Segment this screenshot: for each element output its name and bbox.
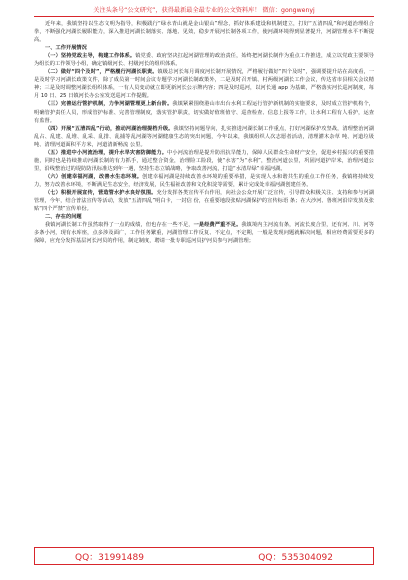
subsection-7-text: 充分发挥各类宣传平台作用，向社会公众开展广泛宣传，引导群众积极关注、支持和参与河湖管理，今年，结合普法宣传等活动，发放“五清四乱”明白卡，一封信 份，在重要地段张贴河湖保护的宣传标语 条；在大沙河、鲁班河沿岸发放及张贴“四个严禁”宣传单份。 — [34, 189, 374, 213]
issues-paragraph — [34, 221, 374, 245]
section-heading-1: 一、工作开展情况 — [45, 45, 87, 52]
subsection-2-text: 镇级总河长每月调度河长制开展情况，严格履行做好“四个及时”，强调要提升站在高度看，一是及时学习河湖长政策文件，除了成员第一时间会议专题学习河湖长制政策外，二是及时召开镇、村两级河湖长工作会议，传达省市县相关会议精神；三是及时调整河湖长组织体系，一有人员变动就立即更新河长公示牌内容；四是及时巡河，以河长通 app 为基础，严格落实河长巡河制度，每月 10 日、25 日镇河长办公室发送巡河工作提醒。 — [34, 69, 375, 100]
intro-paragraph: 近年来，我镇坚持以生态文明为指导，积极践行“绿水青山就是金山银山”理念，抓好体系建设和机制建立，打好“五清四乱”和河道治理组合拳，不断强化河湖长履职能力，深入推进河湖长制落实、落地、见效，稳步开展河长制各项工作，使河湖环境得到显著提升，河湖管理水平不断提高。 — [34, 21, 374, 44]
subsection-1-text: 镇党委、政府坚决扛起河湖管理的政治责任，始终把河湖长制作为重点工作推进，成立以党政主要领导为组长的工作领导小组，确定镇级河长、村级河长的组织体系。 — [34, 53, 374, 68]
subsection-4-text: 我镇坚持问题导向，扎实推进河湖长制工作重点，打好河湖保护攻坚战，清理整治河湖乱占、乱建、乱堆、乱采、乱排、乱捕等乱河湖等河湖健康生态的突出问题，今年以来，我镇组织人次志愿者活动，清理灌木杂草 吨、河道垃圾吨、清理河道面积平方米，河道清新畅流 公里。 — [34, 125, 374, 148]
subsection-5-text: 中小河流治理是提升防汛抗旱能力，保障人民群众生命财产安全，促进乡村振兴的重要措施，同时也是持续推动河湖长制的有力抓手，通过整合资金，治理险工险段，使“水害”为“水利”，整治河道公里，巩固河道护岸米，治理河道公里，沿线整治过的堤防防汛标准达到年一遇，坚持生态立镇战略，争取改善河流，打造“水清岸绿”幸福河湖。 — [34, 149, 374, 172]
footer-contact-box — [34, 547, 374, 565]
document-body — [34, 20, 374, 245]
subsection-6-title: （六）创建幸福河湖，改善水生态环境。 — [45, 173, 143, 180]
subsection-6 — [34, 173, 374, 189]
issues-intro: 我镇河湖长制工作虽然取得了一点的成绩，但也存在一些不足， — [45, 222, 194, 229]
subsection-7 — [34, 189, 374, 213]
issue-1-title: 一是经费严重不足。 — [193, 222, 242, 229]
subsection-3-text: 我镇紧紧围绕港山市出台水利工程运行管护新机制的实施要求，及时成立管护机构个，明确管护责任人员，形成管护标准、完善管理制度，落实管护职责，切实做好值班值守、巡查检查、信息上报等工作，让水利工程有人看护，运查有监督。 — [34, 101, 375, 124]
subsection-5-title: （五）推进中小河流治理，提升水旱灾害防御能力。 — [45, 149, 168, 156]
subsection-5 — [34, 149, 374, 173]
subsection-3-title: （三）完善运行管护机制，力争河湖管理更上新台阶。 — [45, 101, 173, 108]
issue-1-text: 我镇境内主河流有条，河流长度合里，还有河、川、河等多条小河，现有水库座，点多涉及面广，工作任务繁重，河湖管理工作反复、不定点，不定期，一般是发现问题就解决问题，相应经费需要更多的保障，应充分发挥基层河长河员的作用，制定制度，聘请一批专职巡河员护河员参与河湖管理； — [34, 222, 374, 245]
footer-qq-2: QQ：535304092 — [258, 552, 333, 563]
subsection-4-title: （四）开展“五清四乱”行动，推动河湖治理提档升级。 — [45, 125, 174, 132]
subsection-1 — [34, 52, 374, 68]
subsection-6-text: 创建幸福河湖是持续改善水环境的重要举措，是实现人水和谐共生的重点工作任务，我镇将持续发力，努力改善水环境，不断满足生态安全，经济发展，民生福祉改善和文化积淀等需要，累计完成处幸福河湖创建任务。 — [34, 173, 374, 188]
header-divider — [34, 16, 374, 17]
subsection-4 — [34, 125, 374, 149]
subsection-1-title: （一）坚持党政主导，构建工作体系。 — [45, 53, 136, 60]
subsection-7-title: （七）积极开展宣传，营造管水护水良好氛围。 — [45, 189, 157, 196]
subsection-3 — [34, 100, 374, 124]
footer-qq-1: QQ：31991489 — [75, 552, 144, 563]
subsection-2-title: （二）做好“四个及时”，严格履行河湖长职责。 — [45, 69, 158, 76]
section-heading-2: 二、存在的问题 — [45, 214, 82, 221]
subsection-2 — [34, 68, 374, 100]
header-banner[interactable]: 关注头条号“公文研究”，获得最新最全最专业的公文资料库！ 微信：gongwenyj — [93, 7, 315, 14]
